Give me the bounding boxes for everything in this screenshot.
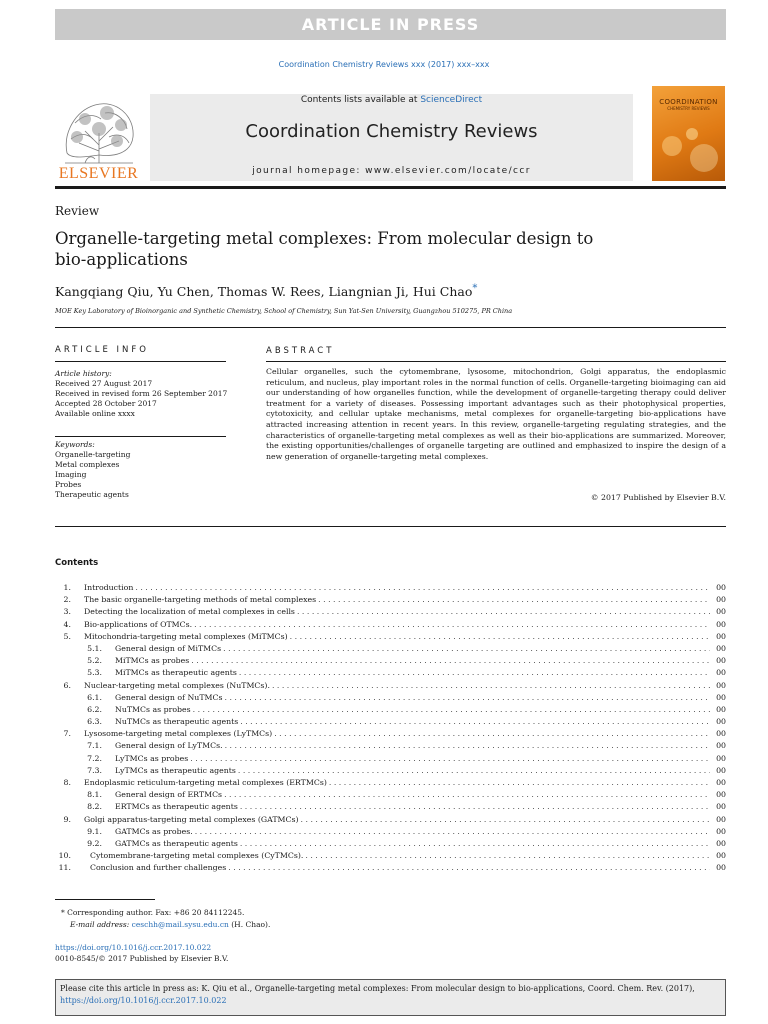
toc-leader-dots: [191, 655, 710, 667]
toc-entry[interactable]: [55, 826, 726, 838]
keyword-item: Imaging: [55, 470, 87, 479]
cover-title: COORDINATION: [659, 98, 718, 106]
journal-cover-image[interactable]: [652, 86, 725, 181]
toc-entry-label[interactable]: NuTMCs as probes: [115, 704, 191, 714]
toc-entry-page: 00: [716, 668, 726, 678]
contents-available-line: [150, 95, 633, 105]
journal-reference-link[interactable]: Coordination Chemistry Reviews xxx (2017) xxx–xxx: [278, 60, 490, 69]
toc-leader-dots: [239, 667, 710, 679]
toc-entry-number: 8.: [63, 778, 71, 787]
toc-entry-label[interactable]: General design of ERTMCs: [115, 790, 223, 800]
toc-leader-dots: [228, 862, 710, 874]
cover-artwork: [652, 86, 725, 181]
toc-entry-label[interactable]: LyTMCs as probes: [115, 753, 189, 763]
doi-link[interactable]: [55, 942, 211, 953]
toc-entry-label[interactable]: ERTMCs as therapeutic agents: [115, 802, 238, 812]
toc-entry[interactable]: [55, 777, 726, 789]
toc-entry-number: 9.2.: [87, 838, 102, 848]
toc-entry-label[interactable]: Endoplasmic reticulum-targeting metal complexes (ERTMCs): [84, 778, 327, 787]
toc-entry-label[interactable]: Bio-applications of OTMCs.: [84, 619, 193, 629]
toc-leader-dots: [238, 765, 710, 777]
toc-entry-number: 8.1.: [87, 790, 102, 800]
toc-entry[interactable]: [55, 692, 726, 704]
toc-entry-page: 00: [716, 838, 726, 848]
toc-entry[interactable]: [55, 582, 726, 594]
toc-entry-number: 9.1.: [87, 826, 102, 836]
doi-link-text[interactable]: https://doi.org/10.1016/j.ccr.2017.10.022: [55, 943, 212, 952]
toc-entry[interactable]: [55, 850, 726, 862]
toc-entry-label[interactable]: General design of MiTMCs: [115, 643, 222, 653]
toc-entry-page: 00: [716, 790, 726, 800]
toc-entry-number: 7.2.: [87, 753, 102, 763]
journal-homepage[interactable]: journal homepage: www.elsevier.com/locate/ccr: [252, 166, 531, 176]
toc-entry-page: 00: [716, 814, 726, 824]
issn-line: 0010-8545/© 2017 Published by Elsevier B.V.: [55, 954, 229, 963]
toc-entry[interactable]: [55, 619, 726, 631]
toc-leader-dots: [224, 789, 710, 801]
toc-entry-number: 2.: [63, 595, 71, 605]
toc-leader-dots: [240, 801, 710, 813]
toc-entry-number: 10.: [58, 851, 71, 861]
toc-entry-label[interactable]: Golgi apparatus-targeting metal complexes (GATMCs): [84, 814, 299, 824]
contents-prefix: Contents lists available at: [300, 95, 421, 105]
toc-entry-label[interactable]: GATMCs as probes.: [115, 826, 193, 836]
toc-entry[interactable]: [55, 606, 726, 618]
toc-entry-number: 5.3.: [87, 668, 102, 678]
toc-leader-dots: [195, 826, 710, 838]
history-item: Available online xxxx: [55, 409, 135, 418]
toc-entry-page: 00: [716, 631, 726, 641]
email-label: E-mail address:: [70, 920, 132, 929]
keyword-item: Metal complexes: [55, 460, 120, 469]
keyword-item: Organelle-targeting: [55, 450, 131, 459]
toc-leader-dots: [223, 643, 710, 655]
history-item: Received in revised form 26 September 2017: [55, 389, 228, 398]
toc-leader-dots: [225, 740, 710, 752]
affiliation: MOE Key Laboratory of Bioinorganic and Synthetic Chemistry, School of Chemistry, Sun Yat-Sen University, Guangzhou 510275, PR China: [55, 307, 513, 315]
header-rule: [55, 186, 726, 189]
authors-text: Kangqiang Qiu, Yu Chen, Thomas W. Rees, Liangnian Ji, Hui Chao: [55, 284, 473, 300]
elsevier-wordmark[interactable]: ELSEVIER: [58, 165, 139, 182]
email-note: [70, 919, 270, 930]
toc-entry[interactable]: [55, 680, 726, 692]
toc-entry-label[interactable]: Nuclear-targeting metal complexes (NuTMCs).: [84, 680, 270, 690]
toc-entry-number: 9.: [63, 814, 71, 824]
toc-entry-number: 6.2.: [87, 704, 102, 714]
toc-leader-dots: [193, 704, 710, 716]
toc-entry-page: 00: [716, 778, 726, 787]
toc-entry-label[interactable]: Conclusion and further challenges: [90, 863, 227, 873]
toc-entry-label[interactable]: Mitochondria-targeting metal complexes (MiTMCs): [84, 631, 288, 641]
toc-entry[interactable]: [55, 862, 726, 874]
article-info-heading: ARTICLE INFO: [55, 345, 149, 355]
toc-entry-page: 00: [716, 851, 726, 861]
toc-entry-number: 6.1.: [87, 692, 102, 702]
keyword-item: Therapeutic agents: [55, 490, 129, 499]
email-link[interactable]: ceschh@mail.sysu.edu.cn: [131, 920, 229, 929]
footnote-rule: [55, 899, 155, 900]
toc-entry[interactable]: [55, 728, 726, 740]
toc-entry-number: 6.3.: [87, 717, 102, 727]
toc-entry[interactable]: [55, 716, 726, 728]
keywords: [55, 440, 130, 500]
toc-entry[interactable]: [55, 643, 726, 655]
toc-entry-page: 00: [716, 619, 726, 629]
abstract-heading: ABSTRACT: [266, 346, 335, 356]
contents-title: Contents: [55, 558, 99, 568]
paper-title: Organelle-targeting metal complexes: From molecular design to bio-applications: [55, 229, 594, 269]
toc-entry-label[interactable]: LyTMCs as therapeutic agents: [115, 765, 236, 775]
history-item: Received 27 August 2017: [55, 379, 153, 388]
toc-entry[interactable]: [55, 838, 726, 850]
article-type: Review: [55, 204, 100, 218]
keywords-label: Keywords:: [55, 440, 95, 449]
toc-entry[interactable]: [55, 789, 726, 801]
toc-entry-number: 7.1.: [87, 741, 102, 751]
article-history: [55, 369, 227, 419]
divider: [266, 361, 726, 362]
toc-entry-number: 1.: [63, 583, 71, 592]
toc-entry-page: 00: [716, 717, 726, 727]
toc-entry-page: 00: [716, 729, 726, 739]
toc-entry-page: 00: [716, 863, 726, 873]
citation-box: [55, 979, 726, 1016]
article-in-press-banner: ARTICLE IN PRESS: [55, 9, 726, 40]
author-list: [55, 283, 477, 299]
toc-entry-page: 00: [716, 656, 726, 666]
toc-entry-label[interactable]: Detecting the localization of metal complexes in cells: [84, 607, 295, 617]
abstract-text: Cellular organelles, such the cytomembrane, lysosome, mitochondrion, Golgi apparatus, the endoplasmic reticulum, and nucleus, play important roles in the normal function of cells. Organelle-targeting bioimaging can aid our understanding of how organelles function, while the development of organelle-targeting therapy could deliver treatment for a variety of diseases. Possessing important advantages such as their photophysical properties, cytotoxicity, and cellular uptake mechanisms, metal complexes for organelle-targeting bio-applications have attracted increasing attention in recent years. In this review, organelle-targeting regulating strategies, and the characteristics of organelle-targeting metal complexes as well as their bio-applications are summarized. Moreover, the existing opportunities/challenges of organelle targeting are outlined and emphasized to inspire the design of a new generation of organelle-targeting metal complexes.: [266, 367, 726, 461]
toc-leader-dots: [297, 606, 710, 618]
toc-entry[interactable]: [55, 704, 726, 716]
divider: [55, 361, 226, 362]
table-of-contents: [55, 582, 726, 875]
toc-entry[interactable]: [55, 594, 726, 606]
divider: [55, 526, 726, 527]
toc-leader-dots: [290, 631, 710, 643]
sciencedirect-link[interactable]: ScienceDirect: [420, 95, 483, 105]
toc-entry-label[interactable]: The basic organelle-targeting methods of metal complexes: [84, 595, 317, 605]
toc-leader-dots: [305, 850, 710, 862]
toc-entry-page: 00: [716, 692, 726, 702]
toc-entry[interactable]: [55, 814, 726, 826]
toc-entry-page: 00: [716, 704, 726, 714]
toc-leader-dots: [301, 814, 710, 826]
toc-entry-label[interactable]: NuTMCs as therapeutic agents: [115, 717, 239, 727]
toc-leader-dots: [329, 777, 710, 789]
corresponding-author-mark[interactable]: *: [472, 283, 478, 294]
toc-entry[interactable]: [55, 740, 726, 752]
toc-entry-number: 8.2.: [87, 802, 102, 812]
toc-entry-page: 00: [716, 607, 726, 617]
citation-doi-link[interactable]: https://doi.org/10.1016/j.ccr.2017.10.022: [60, 996, 227, 1005]
toc-entry[interactable]: [55, 667, 726, 679]
toc-entry-number: 5.2.: [87, 656, 102, 666]
toc-entry[interactable]: [55, 631, 726, 643]
toc-entry-number: 7.3.: [87, 765, 102, 775]
keyword-item: Probes: [55, 480, 82, 489]
toc-entry[interactable]: [55, 801, 726, 813]
journal-title: Coordination Chemistry Reviews: [245, 121, 538, 142]
toc-entry-page: 00: [716, 826, 726, 836]
divider: [55, 436, 226, 437]
toc-entry-number: 5.1.: [87, 643, 102, 653]
toc-entry-label[interactable]: General design of NuTMCs: [115, 692, 223, 702]
history-label: Article history:: [55, 369, 112, 378]
toc-leader-dots: [272, 680, 710, 692]
toc-entry-label[interactable]: Introduction: [84, 583, 134, 592]
toc-entry-page: 00: [716, 753, 726, 763]
toc-entry-page: 00: [716, 680, 726, 690]
toc-leader-dots: [240, 838, 710, 850]
email-suffix: (H. Chao).: [228, 920, 271, 929]
toc-leader-dots: [224, 692, 710, 704]
toc-entry-label[interactable]: Cytomembrane-targeting metal complexes (CyTMCs).: [90, 851, 304, 861]
toc-entry-number: 4.: [63, 619, 71, 629]
toc-leader-dots: [194, 619, 710, 631]
toc-entry-number: 7.: [63, 729, 71, 739]
toc-entry[interactable]: [55, 765, 726, 777]
toc-entry-label[interactable]: General design of LyTMCs.: [115, 741, 223, 751]
toc-entry-page: 00: [716, 741, 726, 751]
toc-entry-page: 00: [716, 643, 726, 653]
toc-entry-number: 5.: [63, 631, 71, 641]
abstract-copyright: © 2017 Published by Elsevier B.V.: [590, 493, 726, 502]
toc-entry[interactable]: [55, 753, 726, 765]
toc-leader-dots: [274, 728, 710, 740]
toc-entry-label[interactable]: MiTMCs as therapeutic agents: [115, 668, 237, 678]
toc-entry-page: 00: [716, 595, 726, 605]
citation-text: Please cite this article in press as: K. Qiu et al., Organelle-targeting metal complexes: From molecular design to bio-applications, Coord. Chem. Rev. (2017),: [60, 984, 695, 993]
toc-entry[interactable]: [55, 655, 726, 667]
cover-subtitle: CHEMISTRY REVIEWS: [667, 106, 710, 111]
toc-entry-page: 00: [716, 765, 726, 775]
toc-entry-number: 11.: [58, 863, 71, 873]
toc-entry-number: 6.: [63, 680, 71, 690]
toc-entry-label[interactable]: MiTMCs as probes: [115, 656, 190, 666]
toc-leader-dots: [135, 582, 710, 594]
toc-entry-page: 00: [716, 583, 726, 592]
toc-leader-dots: [190, 753, 710, 765]
toc-entry-label[interactable]: GATMCs as therapeutic agents: [115, 838, 238, 848]
corresponding-author-note: * Corresponding author. Fax: +86 20 84112245.: [61, 908, 245, 917]
toc-leader-dots: [318, 594, 710, 606]
toc-entry-page: 00: [716, 802, 726, 812]
toc-leader-dots: [240, 716, 710, 728]
history-item: Accepted 28 October 2017: [55, 399, 157, 408]
divider: [55, 327, 726, 328]
toc-entry-number: 3.: [63, 607, 71, 617]
toc-entry-label[interactable]: Lysosome-targeting metal complexes (LyTMCs): [84, 729, 273, 739]
